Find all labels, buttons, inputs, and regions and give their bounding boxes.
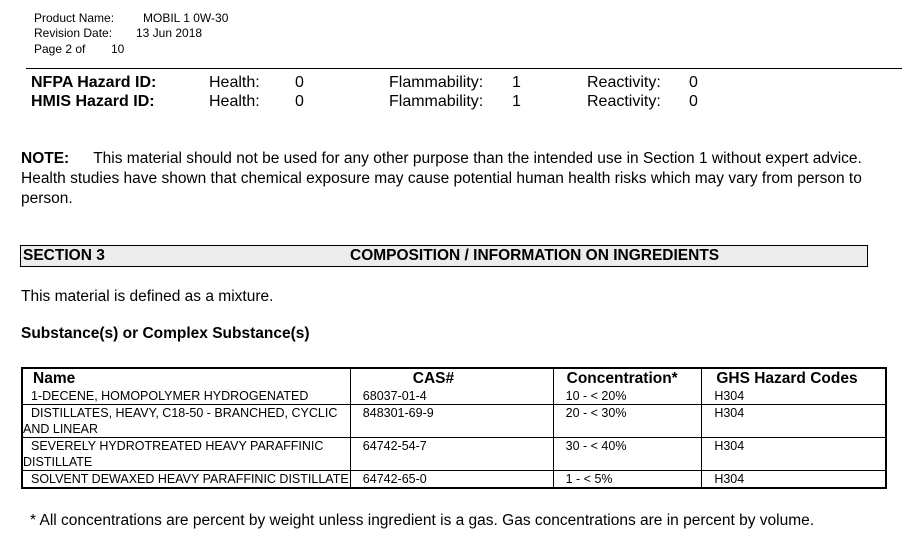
nfpa-health-value: 0 (295, 74, 304, 91)
ingredient-ghs: H304 (702, 438, 886, 471)
ingredient-name: DISTILLATES, HEAVY, C18-50 - BRANCHED, CYCLIC AND LINEAR (22, 405, 350, 438)
column-header-ghs: GHS Hazard Codes (702, 368, 886, 388)
column-header-cas: CAS# (350, 368, 553, 388)
table-header-row (22, 368, 886, 388)
ingredient-concentration: 1 - < 5% (553, 471, 702, 489)
nfpa-reactivity-label: Reactivity: (587, 74, 661, 91)
ingredient-name: 1-DECENE, HOMOPOLYMER HYDROGENATED (22, 388, 350, 405)
hmis-health-value: 0 (295, 93, 304, 110)
ingredient-concentration: 30 - < 40% (553, 438, 702, 471)
concentration-footnote: * All concentrations are percent by weight unless ingredient is a gas. Gas concentrations are in percent by volume. (30, 512, 815, 529)
hmis-label: HMIS Hazard ID: (31, 93, 155, 110)
table-row (22, 388, 886, 405)
ingredient-cas: 848301-69-9 (350, 405, 553, 438)
hmis-health-label: Health: (209, 93, 260, 110)
substances-heading: Substance(s) or Complex Substance(s) (21, 325, 310, 342)
table-row (22, 405, 886, 438)
ingredient-cas: 64742-54-7 (350, 438, 553, 471)
nfpa-label: NFPA Hazard ID: (31, 74, 157, 91)
page-number-label: Page 2 of (34, 42, 86, 56)
mixture-text: This material is defined as a mixture. (21, 288, 274, 305)
page-total: 10 (111, 42, 125, 56)
ingredient-concentration: 20 - < 30% (553, 405, 702, 438)
ingredient-cas: 68037-01-4 (350, 388, 553, 405)
section-number: SECTION 3 (23, 247, 105, 264)
hmis-flammability-label: Flammability: (389, 93, 484, 110)
ingredient-ghs: H304 (702, 405, 886, 438)
section-3-header (20, 245, 868, 267)
section-title: COMPOSITION / INFORMATION ON INGREDIENTS (350, 247, 720, 264)
hmis-reactivity-value: 0 (689, 93, 698, 110)
ingredient-name: SOLVENT DEWAXED HEAVY PARAFFINIC DISTILLATE (22, 471, 350, 489)
nfpa-reactivity-value: 0 (689, 74, 698, 91)
revision-date-label: Revision Date: (34, 26, 113, 40)
nfpa-health-label: Health: (209, 74, 260, 91)
nfpa-flammability-value: 1 (512, 74, 521, 91)
ingredient-cas: 64742-65-0 (350, 471, 553, 489)
column-header-name: Name (22, 368, 350, 388)
note-text: This material should not be used for any other purpose than the intended use in Section 1 without expert advice. Health studies have shown that chemical exposure may cause potential human health risks which may vary from person to person. (21, 150, 862, 207)
composition-table (21, 367, 887, 489)
product-name-label: Product Name: (34, 11, 115, 25)
column-header-concentration: Concentration* (553, 368, 702, 388)
ingredient-ghs: H304 (702, 471, 886, 489)
header-divider (26, 68, 902, 69)
hmis-reactivity-label: Reactivity: (587, 93, 661, 110)
note-paragraph (21, 149, 891, 209)
table-row (22, 438, 886, 471)
nfpa-flammability-label: Flammability: (389, 74, 484, 91)
product-name-value: MOBIL 1 0W-30 (143, 11, 229, 25)
ingredient-ghs: H304 (702, 388, 886, 405)
ingredient-name: SEVERELY HYDROTREATED HEAVY PARAFFINIC DISTILLATE (22, 438, 350, 471)
ingredient-concentration: 10 - < 20% (553, 388, 702, 405)
table-row (22, 471, 886, 489)
hmis-flammability-value: 1 (512, 93, 521, 110)
note-label: NOTE: (21, 150, 70, 167)
revision-date-value: 13 Jun 2018 (136, 26, 203, 40)
